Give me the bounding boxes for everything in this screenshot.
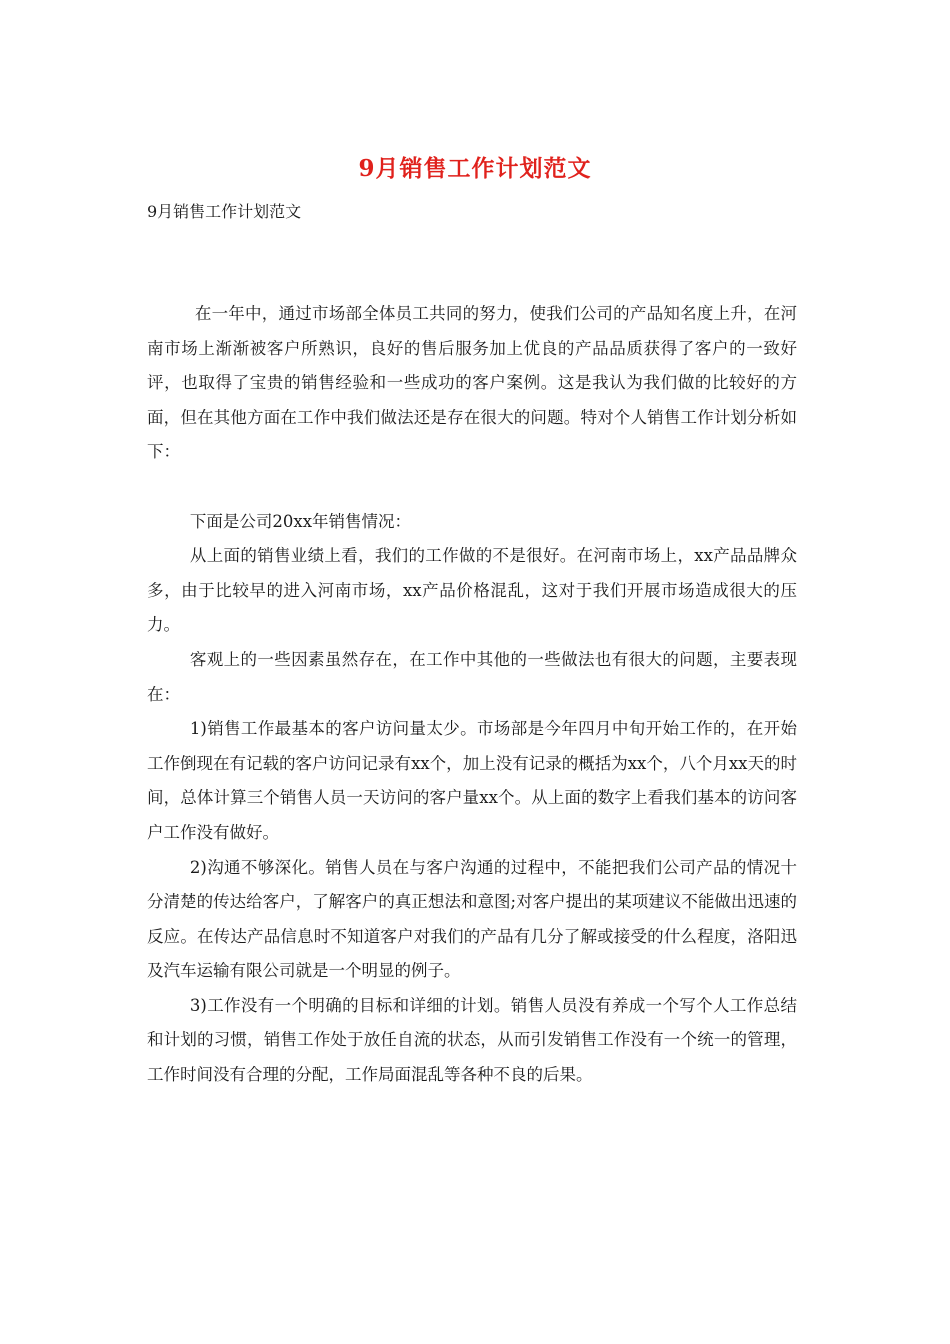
paragraph-intro: 在一年中，通过市场部全体员工共同的努力，使我们公司的产品知名度上升，在河南市场上渐渐被客户所熟识，良好的售后服务加上优良的产品品质获得了客户的一致好评，也取得了宝贵的销售经验和一些成功的客户案例。这是我认为我们做的比较好的方面，但在其他方面在工作中我们做法还是存在很大的问题。特对个人销售工作计划分析如下： xyxy=(147,304,797,462)
paragraph-performance: 从上面的销售业绩上看，我们的工作做的不是很好。在河南市场上，xx产品品牌众多，由于比较早的进入河南市场，xx产品价格混乱，这对于我们开展市场造成很大的压力。 xyxy=(147,546,797,635)
document-subtitle: 9月销售工作计划范文 xyxy=(147,202,302,221)
document-body xyxy=(147,297,797,1093)
paragraph-problem-2: 2)沟通不够深化。销售人员在与客户沟通的过程中，不能把我们公司产品的情况十分清楚的传达给客户，了解客户的真正想法和意图;对客户提出的某项建议不能做出迅速的反应。在传达产品信息时不知道客户对我们的产品有几分了解或接受的什么程度，洛阳迅及汽车运输有限公司就是一个明显的例子。 xyxy=(147,857,797,981)
paragraph-problem-1: 1)销售工作最基本的客户访问量太少。市场部是今年四月中旬开始工作的，在开始工作倒现在有记载的客户访问记录有xx个，加上没有记录的概括为xx个，八个月xx天的时间，总体计算三个销售人员一天访问的客户量xx个。从上面的数字上看我们基本的访问客户工作没有做好。 xyxy=(147,719,797,842)
paragraph-problem-3: 3)工作没有一个明确的目标和详细的计划。销售人员没有养成一个写个人工作总结和计划的习惯，销售工作处于放任自流的状态，从而引发销售工作没有一个统一的管理，工作时间没有合理的分配，工作局面混乱等各种不良的后果。 xyxy=(147,995,797,1085)
paragraph-sales-heading: 下面是公司20xx年销售情况： xyxy=(189,511,411,531)
document-title: 9月销售工作计划范文 xyxy=(358,155,592,182)
paragraph-spacer xyxy=(147,470,797,505)
paragraph-problems-intro: 客观上的一些因素虽然存在，在工作中其他的一些做法也有很大的问题，主要表现在： xyxy=(147,649,797,704)
